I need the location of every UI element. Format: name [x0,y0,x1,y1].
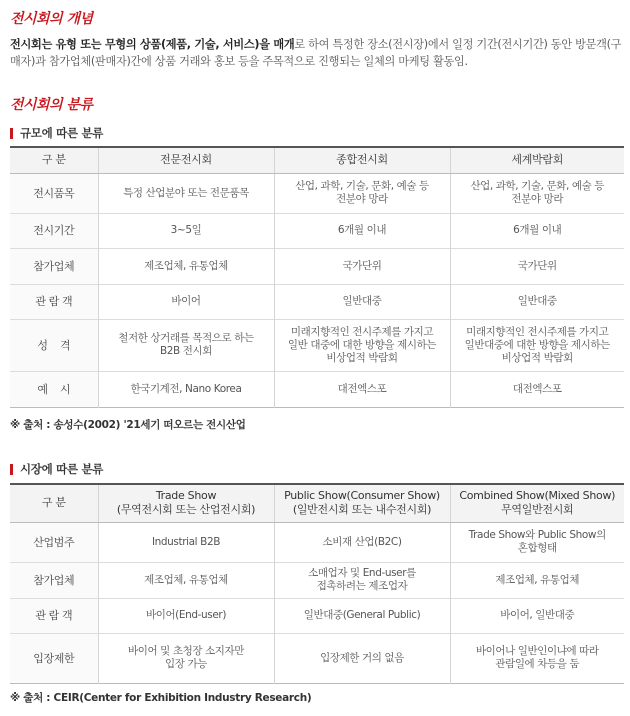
table-row [10,633,624,683]
column-header: Trade Show (무역전시회 또는 산업전시회) [98,484,274,522]
table-cell: Industrial B2B [98,522,274,562]
table-cell: 일반대중(General Public) [274,598,450,633]
table-cell: 소비재 산업(B2C) [274,522,450,562]
table-cell: 6개월 이내 [450,213,624,248]
table-cell: 미래지향적인 전시주제를 가지고 일반 대중에 대한 방향을 제시하는 비상업적 박람회 [274,319,450,371]
row-label: 관 람 객 [10,598,98,633]
row-label: 성 격 [10,319,98,371]
row-label: 전시품목 [10,173,98,213]
column-header: 세계박람회 [450,147,624,173]
row-label: 산업범주 [10,522,98,562]
definition-rest-text: 로 하여 특정한 장소(전시장)에서 일정 기간(전시기간) 동안 방문객(구매자)과 참가업체(판매자)간에 상품 거래와 홍보 등을 주목적으로 진행되는 일체의 마케팅 활동임. [10,38,622,68]
table-cell: 입장제한 거의 없음 [274,633,450,683]
section-bullet-icon [10,128,13,139]
table-row [10,319,624,371]
table-header-row [10,147,624,173]
table-cell: 산업, 과학, 기술, 문화, 예술 등 전분야 망라 [450,173,624,213]
table-cell: 산업, 과학, 기술, 문화, 예술 등 전분야 망라 [274,173,450,213]
table-cell: 제조업체, 유통업체 [98,562,274,598]
table-cell: 대전엑스포 [450,371,624,407]
table-cell: 바이어 및 초청장 소지자만 입장 가능 [98,633,274,683]
table-cell: 6개월 이내 [274,213,450,248]
scale-table [10,146,624,408]
market-source-note: ※ 출처 : CEIR(Center for Exhibition Industry Research) [10,692,312,704]
table-cell: 바이어 [98,284,274,319]
table-cell: 한국기계전, Nano Korea [98,371,274,407]
row-label: 전시기간 [10,213,98,248]
column-header: Combined Show(Mixed Show) 무역일반전시회 [450,484,624,522]
table-row [10,371,624,407]
row-label: 관 람 객 [10,284,98,319]
table-cell: 특정 산업분야 또는 전문품목 [98,173,274,213]
table-row [10,562,624,598]
column-header: Public Show(Consumer Show) (일반전시회 또는 내수전시회) [274,484,450,522]
scale-section-title [10,125,103,141]
section-bullet-icon [10,464,13,475]
row-label: 입장제한 [10,633,98,683]
market-table [10,483,624,684]
table-cell: 바이어나 일반인이냐에 따라 관람일에 차등을 둠 [450,633,624,683]
row-label: 참가업체 [10,248,98,284]
table-row [10,284,624,319]
table-cell: 국가단위 [450,248,624,284]
column-header: 구 분 [10,484,98,522]
table-cell: Trade Show와 Public Show의 혼합형태 [450,522,624,562]
table-cell: 바이어, 일반대중 [450,598,624,633]
table-cell: 미래지향적인 전시주제를 가지고 일반대중에 대한 방향을 제시하는 비상업적 박람회 [450,319,624,371]
table-cell: 국가단위 [274,248,450,284]
table-row [10,173,624,213]
table-header-row [10,484,624,522]
table-row [10,522,624,562]
column-header: 전문전시회 [98,147,274,173]
column-header: 구 분 [10,147,98,173]
table-cell: 소매업자 및 End-user를 접촉하려는 제조업자 [274,562,450,598]
scale-section-title-text: 규모에 따른 분류 [20,126,104,140]
table-cell: 일반대중 [274,284,450,319]
table-row [10,213,624,248]
table-cell: 제조업체, 유통업체 [98,248,274,284]
row-label: 참가업체 [10,562,98,598]
classification-heading: 전시회의 분류 [10,97,93,113]
market-section-title-text: 시장에 따른 분류 [20,462,104,476]
market-section-title [10,461,103,477]
table-cell: 3~5일 [98,213,274,248]
row-label: 예 시 [10,371,98,407]
table-cell: 일반대중 [450,284,624,319]
definition-bold-text: 전시회는 유형 또는 무형의 상품(제품, 기술, 서비스)을 매개 [10,38,295,51]
table-cell: 철저한 상거래를 목적으로 하는 B2B 전시회 [98,319,274,371]
table-row [10,248,624,284]
table-cell: 대전엑스포 [274,371,450,407]
column-header: 종합전시회 [274,147,450,173]
scale-source-note: ※ 출처 : 송성수(2002) '21세기 떠오르는 전시산업 [10,419,246,431]
definition-paragraph [10,36,622,70]
table-cell: 바이어(End-user) [98,598,274,633]
table-cell: 제조업체, 유통업체 [450,562,624,598]
definition-heading: 전시회의 개념 [10,11,93,27]
table-row [10,598,624,633]
